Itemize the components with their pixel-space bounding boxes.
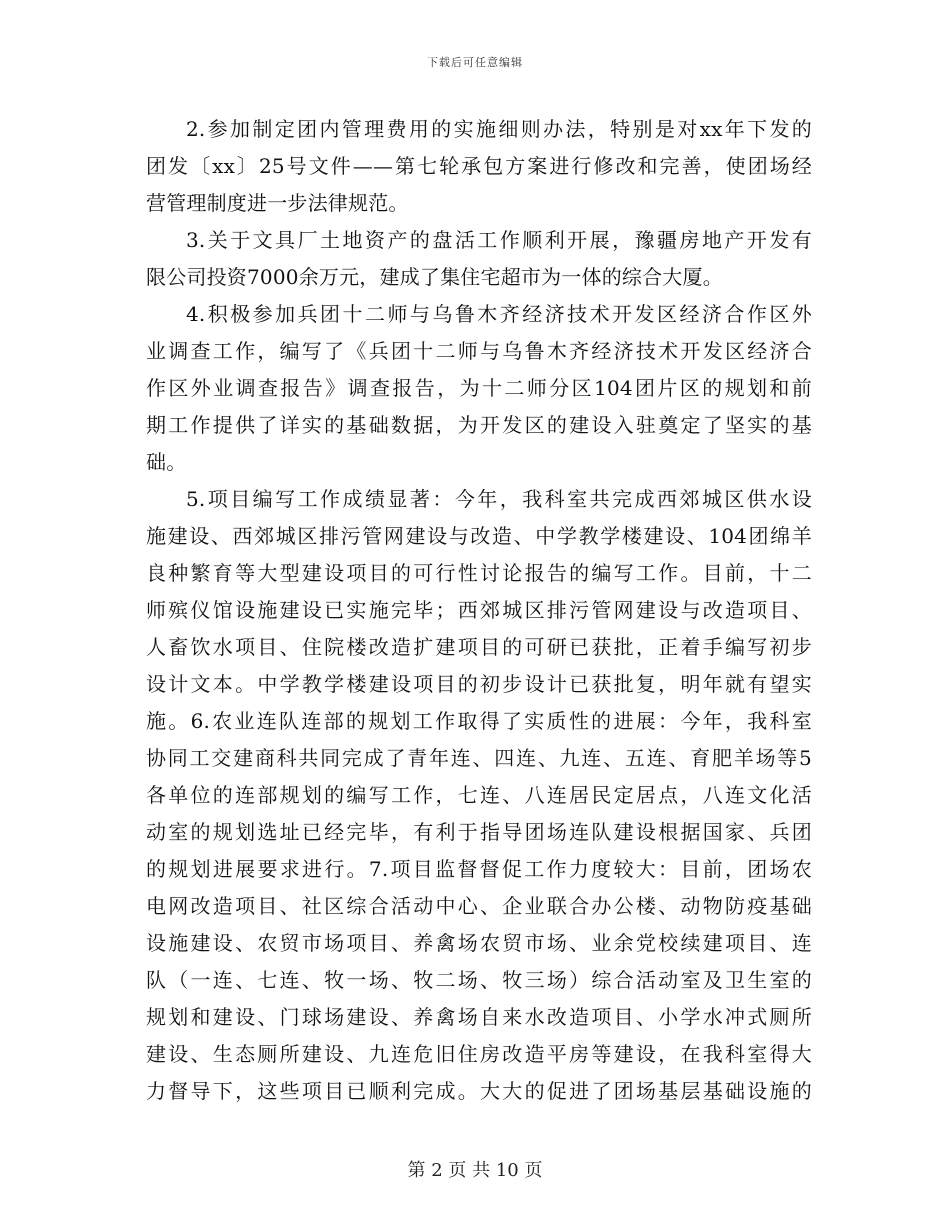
paragraph-line: 4.积极参加兵团十二师与乌鲁木齐经济技术开发区经济合作区外 xyxy=(186,302,812,326)
paragraph-line: 业调查工作，编写了《兵团十二师与乌鲁木齐经济技术开发区经济合 xyxy=(146,339,812,363)
paragraph-line: 设计文本。中学教学楼建设项目的初步设计已获批复，明年就有望实 xyxy=(146,672,812,696)
paragraph-line: 施。6.农业连队连部的规划工作取得了实质性的进展：今年，我科室 xyxy=(146,709,812,733)
paragraph-line: 动室的规划选址已经完毕，有利于指导团场连队建设根据国家、兵团 xyxy=(146,820,812,844)
paragraph-line: 师殡仪馆设施建设已实施完毕；西郊城区排污管网建设与改造项目、 xyxy=(146,598,812,622)
paragraph-line: 期工作提供了详实的基础数据，为开发区的建设入驻奠定了坚实的基 xyxy=(146,413,812,437)
paragraph-line: 力督导下，这些项目已顺利完成。大大的促进了团场基层基础设施的 xyxy=(146,1079,812,1103)
paragraph-line: 限公司投资7000余万元，建成了集住宅超市为一体的综合大厦。 xyxy=(146,265,723,289)
paragraph-line: 础。 xyxy=(146,450,187,474)
paragraph-line: 的规划进展要求进行。7.项目监督督促工作力度较大：目前，团场农 xyxy=(146,857,812,881)
document-body xyxy=(146,111,812,1110)
paragraph-line: 设施建设、农贸市场项目、养禽场农贸市场、业余党校续建项目、连 xyxy=(146,931,812,955)
paragraph-line: 作区外业调查报告》调查报告，为十二师分区104团片区的规划和前 xyxy=(146,376,812,400)
paragraph-line: 协同工交建商科共同完成了青年连、四连、九连、五连、育肥羊场等5 xyxy=(146,746,812,770)
paragraph-line: 团发〔xx〕25号文件——第七轮承包方案进行修改和完善，使团场经 xyxy=(146,154,812,178)
paragraph-line: 人畜饮水项目、住院楼改造扩建项目的可研已获批，正着手编写初步 xyxy=(146,635,812,659)
page-number-footer: 第 2 页 共 10 页 xyxy=(407,1160,543,1181)
paragraph-line: 良种繁育等大型建设项目的可行性讨论报告的编写工作。目前，十二 xyxy=(146,561,812,585)
paragraph-line: 建设、生态厕所建设、九连危旧住房改造平房等建设，在我科室得大 xyxy=(146,1042,812,1066)
paragraph-line: 2.参加制定团内管理费用的实施细则办法，特别是对xx年下发的 xyxy=(186,117,812,141)
page-header-note: 下载后可任意编辑 xyxy=(427,56,523,69)
paragraph-line: 电网改造项目、社区综合活动中心、企业联合办公楼、动物防疫基础 xyxy=(146,894,812,918)
paragraph-line: 3.关于文具厂土地资产的盘活工作顺利开展，豫疆房地产开发有 xyxy=(186,228,812,252)
paragraph-line: 队（一连、七连、牧一场、牧二场、牧三场）综合活动室及卫生室的 xyxy=(146,968,812,992)
paragraph-line: 各单位的连部规划的编写工作，七连、八连居民定居点，八连文化活 xyxy=(146,783,812,807)
paragraph-line: 营管理制度进一步法律规范。 xyxy=(146,191,409,215)
paragraph-line: 5.项目编写工作成绩显著：今年，我科室共完成西郊城区供水设 xyxy=(186,487,812,511)
paragraph-line: 规划和建设、门球场建设、养禽场自来水改造项目、小学水冲式厕所 xyxy=(146,1005,812,1029)
paragraph-line: 施建设、西郊城区排污管网建设与改造、中学教学楼建设、104团绵羊 xyxy=(146,524,812,548)
